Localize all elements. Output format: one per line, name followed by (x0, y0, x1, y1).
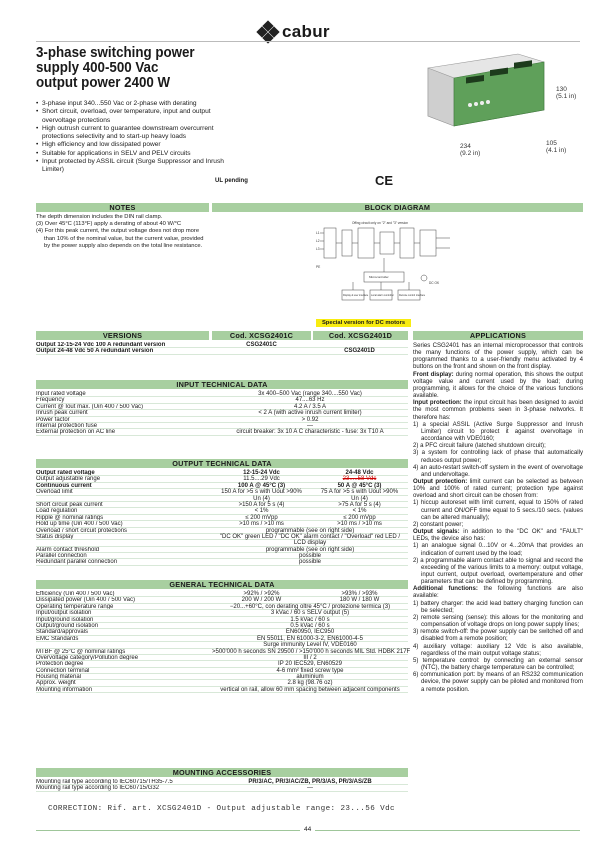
table-row: Output 24-48 Vdc 50 A redundant version CSG2401D (36, 348, 408, 354)
header-divider (36, 41, 580, 42)
table-row: Redundant parallel connection possible (36, 559, 408, 565)
table-row: MTBF @ 25°C @ nominal ratings >500'000 h seconds SN 29500 / >150'000 h seconds MIL Std. HDBK 217F (36, 648, 411, 655)
block-label-l3: L3 (316, 247, 320, 251)
applications-paragraph: Series CSG2401 has an internal microprocessor that controls the many functions of the power supply, which can be programmed thanks to a user-friendly menu activated by 4 buttons on the front and shown on the front display. (413, 342, 583, 371)
block-microcontroller: Microcontroller (369, 275, 389, 279)
table-row: Output adjustable range 11.5....29 Vdc 23.....58 Vdc (36, 476, 408, 482)
feature-item: • High efficiency and low dissipated power (36, 141, 246, 149)
block-diagram-caption: Offing circuit only on "2" and "3" version (352, 221, 409, 225)
table-row: Parallel connection possible (36, 553, 408, 559)
table-row: Overload / short circuit protections programmable (see on right side) (36, 528, 408, 534)
brand-name: cabur (282, 22, 330, 41)
versions-col-d: Cod. XCSG2401D (313, 331, 408, 340)
applications-paragraph: Input protection: the input circuit has been designed to avoid the most common problems seen in 3-phase networks. It therefore has: (413, 399, 583, 421)
table-row: Surge immunity Level IV, VDE0160 (36, 642, 408, 648)
table-row: Un (4) Un (4) (36, 496, 408, 502)
table-row: Internal protection fuse — (36, 423, 408, 429)
versions-col-c: Cod. XCSG2401C (212, 331, 311, 340)
table-row: Output rated voltage 12-15-24 Vdc 24-48 Vdc (36, 470, 408, 476)
applications-paragraph: 3) remote switch-off: the power supply can be switched off and disabled from a remote position; (413, 628, 583, 643)
table-row: Input rated voltage 3x 400–500 Vac (range 340....550 Vac) (36, 391, 408, 397)
block-remote-control: Remote control interface (399, 294, 426, 297)
block-label-pe: PE (316, 265, 321, 269)
power-supply-device-image (420, 50, 550, 130)
applications-paragraph: Output signals: in addition to the "DC OK" and "FAULT" LEDs, the device also has: (413, 528, 584, 543)
applications-paragraph: 2) a programmable alarm contact able to signal and record the exceeding of the various limits to a memory: output voltage, input current, output overload, overtemperature and other parameters that can be defined by programming. (413, 556, 583, 586)
table-row: Output 12-15-24 Vdc 100 A redundant version CSG2401C (36, 342, 408, 348)
applications-paragraph: 3) a system for controlling lack of phase that automatically reduces output power; (413, 449, 583, 464)
applications-paragraph: 1) an analogue signal 0...10V or 4...20mA that provides an indication of current used by the load; (413, 542, 583, 557)
input-section-header: INPUT TECHNICAL DATA (36, 380, 408, 389)
table-row: Mounting rail type according to IEC60715/TH35-7.5 PR/3/AC, PR/3/AC/ZB, PR/3/AS, PR/3/AS/ZB (36, 779, 408, 785)
table-row: Operating temperature range −20...+60°C, con derating oltre 45°C / protezione termica (3) (36, 604, 408, 610)
page-number: 44 (300, 826, 315, 833)
versions-table (36, 342, 408, 355)
table-row: Frequency 47....63 Hz (36, 397, 408, 403)
output-table (36, 470, 408, 566)
block-diagram-section-header: BLOCK DIAGRAM (212, 203, 583, 212)
table-row: Input/output isolation 3 kVac / 60 s SELV output (5) (36, 610, 408, 616)
applications-paragraph: 1) a special ASSIL (Active Surge Suppressor and Inrush Limiter) circuit to protect it against overvoltage in accordance with VDE0160; (413, 420, 583, 443)
table-row: Housing material aluminium (36, 674, 408, 680)
applications-paragraph: 1) battery charger: the acid lead battery charging function can be selected; (413, 599, 583, 614)
applications-text (413, 342, 583, 693)
page-title: 3-phase switching power supply 400-500 Vac output power 2400 W (36, 45, 195, 91)
ce-mark: CE (375, 173, 394, 188)
general-table (36, 591, 411, 693)
table-row: Status display "DC OK" green LED / "DC OK" alarm contact / "Overload" red LED / (36, 534, 408, 540)
applications-paragraph: Additional functions: the following functions are also available: (413, 585, 583, 600)
table-row: Hold up time (Uin 400 / 500 Vac) >10 ms / >10 ms >10 ms / >10 ms (36, 521, 408, 527)
table-row: Input/ground isolation 1.5 kVac / 60 s (36, 617, 408, 623)
applications-paragraph: 4) an auto-restart switch-off system in the event of overvoltage and undervoltage. (413, 463, 583, 478)
table-row: EMC Standards EN 55011, EN 61000-3-2, EN61000-4-5 (36, 636, 408, 642)
feature-item: • Input protected by ASSIL circuit (Surge Suppressor and Inrush Limiter) (36, 158, 246, 175)
applications-paragraph: 2) constant power; (413, 520, 464, 528)
notes-section-header: NOTES (36, 203, 209, 212)
output-section-header: OUTPUT TECHNICAL DATA (36, 459, 408, 468)
mounting-table (36, 779, 408, 792)
applications-paragraph: 4) auxiliary voltage: auxiliary 12 Vdc is also available, regardless of the main output voltage status; (413, 642, 583, 657)
block-display: Display & user interface (343, 294, 369, 297)
table-row: Ripple @ nominal ratings ≤ 200 mVpp ≤ 200 mVpp (36, 515, 408, 521)
ul-pending-label: UL pending (215, 178, 248, 184)
applications-paragraph: 5) temperature control: by connecting an external sensor (NTC), the battery charge temperature can be controlled; (413, 656, 583, 672)
feature-item: • Short circuit, overload, over temperature, input and output overvoltage protections (36, 108, 246, 125)
table-row: Inrush peak current < 2 A (with active inrush current limiter) (36, 410, 408, 416)
table-row: Continuous current 100 A @ 45°C (3) 50 A @ 45°C (3) (36, 483, 408, 489)
table-row: Alarm contact threshold programmable (see on right side) (36, 547, 408, 553)
applications-paragraph: 1) hiccup autoreset with limit current, equal to 150% of rated current and ON/OFF time equal to 5 secs./10 secs. (values can be altered manually); (413, 499, 583, 521)
block-label-l2: L2 (316, 239, 320, 243)
input-table (36, 391, 408, 436)
table-row: Output/ground isolation 0.5 kVac / 60 s (36, 623, 408, 629)
correction-note: CORRECTION: Rif. art. XCSG2401D - Output adjustable range: 23...56 Vdc (48, 805, 395, 813)
block-diagram (314, 218, 454, 308)
applications-paragraph: Output protection: limit current can be selected as between 10% and 100% of rated current; protection type against overload and short circuit can be chosen from: (413, 477, 583, 500)
general-section-header: GENERAL TECHNICAL DATA (36, 580, 408, 589)
table-row: Protection degree IP 20 IEC529, EN60529 (36, 661, 408, 667)
mounting-section-header: MOUNTING ACCESSORIES (36, 768, 408, 777)
table-row: Efficiency (Uin 400 / 500 Vac) >92% / >92% >93% / >93% (36, 591, 408, 597)
feature-item: • 3-phase input 340...550 Vac or 2-phase with derating (36, 100, 246, 108)
table-row: Connection terminal 4-6 mm² fixed screw type (36, 668, 408, 674)
feature-item: • Suitable for applications in SELV and PELV circuits (36, 150, 246, 158)
notes-text: The depth dimension includes the DIN rail clamp. (3) Over 45°C (113°F) apply a derating of about 40 W/°C (4) For this peak current, the output voltage does not drop more than 10% of the nominal value, but the current value, provided by the power supply also depends on the total line resistance. (36, 214, 204, 249)
block-label-dc-ok: DC OK (429, 281, 440, 285)
applications-section-header: APPLICATIONS (413, 331, 583, 340)
table-row: Approx. weight 2.8 kg (98.76 oz) (36, 680, 408, 686)
table-row: Current @ Iout max. (Uin 400 / 500 Vac) 4.2 A / 3.5 A (36, 404, 408, 410)
applications-paragraph: Front display: during normal operation, this shows the output voltage value and current used by the load; during programming, it allows for the choice of the various functions available. (413, 370, 583, 400)
table-row: Standard/approvals EN60950, IEC950 (36, 629, 408, 635)
table-row: Load regulation < 1% < 1% (36, 508, 408, 514)
feature-list (36, 100, 246, 175)
applications-paragraph: 6) communication port: by means of an RS232 communication device, the power supply can be piloted and monitored from a remote position. (413, 671, 583, 693)
brand-logo (258, 22, 330, 42)
dimension-depth: 105 (4.1 in) (546, 140, 567, 154)
table-row: Overload limit 150 A for >5 s with Uout >90% 75 A for >5 s with Uout >90% (36, 489, 408, 495)
block-label-l1: L1 (316, 231, 320, 235)
dimension-width: 234 (9.2 in) (460, 143, 481, 157)
table-row: Dissipated power (Uin 400 / 500 Vac) 200 W / 200 W 180 W / 180 W (36, 597, 408, 603)
versions-section-header: VERSIONS (36, 331, 209, 340)
table-row: External protection on AC line circuit breaker: 3x 10 A C characteristic - fuse: 3x T10 A (36, 429, 408, 435)
table-row: Mounting rail type according to IEC60715/G32 — (36, 785, 408, 791)
feature-item: • High outrush current to guarantee downstream overcurrent protections selectivity and to start-up heavy loads (36, 125, 246, 142)
block-local-alarm: Local alarm controller (371, 294, 394, 297)
table-row: Short circuit peak current >150 A for 5 s (4) >75 A for 5 s (4) (36, 502, 408, 508)
dimension-height: 130 (5.1 in) (556, 86, 577, 100)
table-row: Power factor > 0.92 (36, 417, 408, 423)
applications-paragraph: 2) a PFC circuit failure (latched shutdown circuit); (413, 442, 546, 450)
cabur-diamond-icon (258, 22, 278, 42)
table-row: Overvoltage category/Pollution degree III / 2 (36, 655, 408, 661)
applications-paragraph: 2) remote sensing (sense): this allows for the monitoring and compensation of voltage drops on long power supply lines; (413, 613, 583, 629)
table-row: Mounting information vertical on rail, allow 60 mm spacing between adjacent components (36, 687, 408, 693)
table-row: LCD display (36, 540, 408, 546)
special-version-badge: Special version for DC motors (316, 319, 411, 327)
